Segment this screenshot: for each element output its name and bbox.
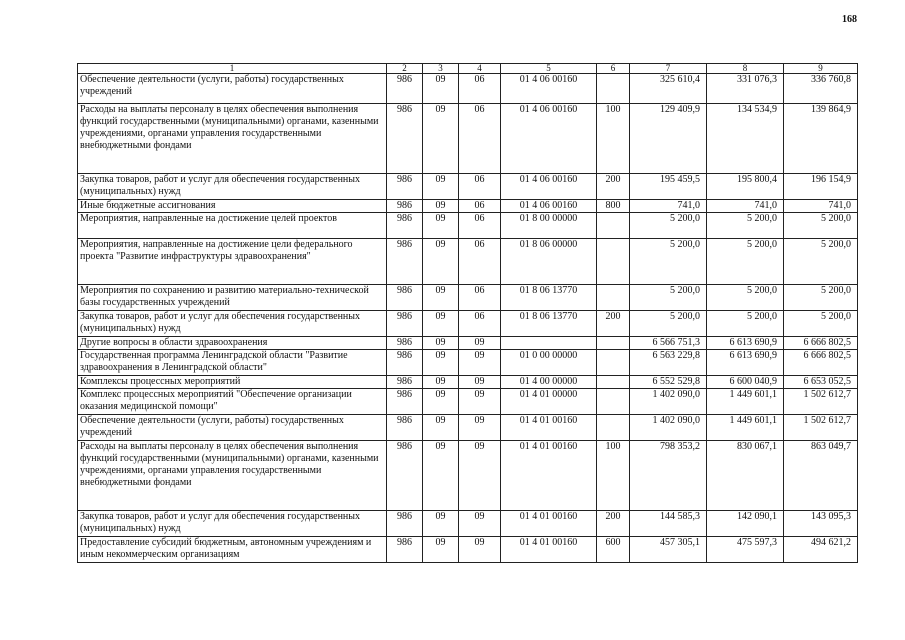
cell-grbs: 986 xyxy=(387,441,423,511)
table-row xyxy=(78,213,858,239)
cell-amount-year1: 6 563 229,8 xyxy=(630,350,707,376)
cell-expense-type: 100 xyxy=(597,104,630,174)
cell-target-article: 01 8 06 00000 xyxy=(501,239,597,285)
header-cell: 9 xyxy=(784,64,858,74)
cell-subsection: 06 xyxy=(459,239,501,285)
row-name: Закупка товаров, работ и услуг для обеспечения государственных (муниципальных) нужд xyxy=(78,311,387,337)
row-name: Расходы на выплаты персоналу в целях обеспечения выполнения функций государственными (муниципальными) органами, казенными учреждениями, органами управления государственными внебюджетными фондами xyxy=(78,441,387,511)
cell-amount-year3: 5 200,0 xyxy=(784,285,858,311)
header-cell: 2 xyxy=(387,64,423,74)
cell-amount-year1: 5 200,0 xyxy=(630,285,707,311)
cell-amount-year2: 134 534,9 xyxy=(707,104,784,174)
table-row xyxy=(78,415,858,441)
cell-section: 09 xyxy=(423,213,459,239)
header-row xyxy=(78,64,858,74)
header-cell: 8 xyxy=(707,64,784,74)
cell-amount-year3: 6 666 802,5 xyxy=(784,350,858,376)
cell-grbs: 986 xyxy=(387,511,423,537)
cell-amount-year2: 6 600 040,9 xyxy=(707,376,784,389)
cell-expense-type xyxy=(597,337,630,350)
cell-section: 09 xyxy=(423,285,459,311)
table-row xyxy=(78,200,858,213)
cell-target-article: 01 4 01 00160 xyxy=(501,511,597,537)
cell-target-article: 01 4 01 00160 xyxy=(501,415,597,441)
cell-amount-year3: 494 621,2 xyxy=(784,537,858,563)
cell-amount-year2: 475 597,3 xyxy=(707,537,784,563)
row-name: Иные бюджетные ассигнования xyxy=(78,200,387,213)
cell-section: 09 xyxy=(423,311,459,337)
cell-section: 09 xyxy=(423,174,459,200)
cell-amount-year3: 1 502 612,7 xyxy=(784,415,858,441)
cell-amount-year3: 863 049,7 xyxy=(784,441,858,511)
cell-subsection: 09 xyxy=(459,511,501,537)
table-row xyxy=(78,174,858,200)
cell-amount-year3: 741,0 xyxy=(784,200,858,213)
row-name: Другие вопросы в области здравоохранения xyxy=(78,337,387,350)
cell-expense-type xyxy=(597,74,630,104)
cell-amount-year1: 6 566 751,3 xyxy=(630,337,707,350)
cell-amount-year3: 1 502 612,7 xyxy=(784,389,858,415)
cell-section: 09 xyxy=(423,74,459,104)
row-name: Предоставление субсидий бюджетным, автономным учреждениям и иным некоммерческим организациям xyxy=(78,537,387,563)
cell-amount-year2: 1 449 601,1 xyxy=(707,389,784,415)
cell-grbs: 986 xyxy=(387,285,423,311)
cell-grbs: 986 xyxy=(387,74,423,104)
header-cell: 1 xyxy=(78,64,387,74)
cell-grbs: 986 xyxy=(387,213,423,239)
cell-amount-year1: 5 200,0 xyxy=(630,213,707,239)
table-row xyxy=(78,104,858,174)
cell-target-article: 01 4 06 00160 xyxy=(501,74,597,104)
cell-subsection: 09 xyxy=(459,537,501,563)
cell-amount-year1: 457 305,1 xyxy=(630,537,707,563)
row-name: Закупка товаров, работ и услуг для обеспечения государственных (муниципальных) нужд xyxy=(78,511,387,537)
cell-target-article: 01 8 00 00000 xyxy=(501,213,597,239)
cell-amount-year1: 5 200,0 xyxy=(630,239,707,285)
cell-amount-year2: 5 200,0 xyxy=(707,285,784,311)
cell-amount-year1: 798 353,2 xyxy=(630,441,707,511)
cell-expense-type xyxy=(597,389,630,415)
cell-expense-type xyxy=(597,415,630,441)
header-cell: 6 xyxy=(597,64,630,74)
cell-expense-type: 200 xyxy=(597,511,630,537)
cell-target-article xyxy=(501,337,597,350)
cell-subsection: 09 xyxy=(459,389,501,415)
cell-amount-year1: 129 409,9 xyxy=(630,104,707,174)
cell-amount-year3: 6 653 052,5 xyxy=(784,376,858,389)
cell-target-article: 01 4 06 00160 xyxy=(501,174,597,200)
table-row xyxy=(78,337,858,350)
cell-subsection: 09 xyxy=(459,337,501,350)
cell-amount-year2: 5 200,0 xyxy=(707,213,784,239)
cell-section: 09 xyxy=(423,337,459,350)
cell-amount-year3: 143 095,3 xyxy=(784,511,858,537)
cell-amount-year2: 741,0 xyxy=(707,200,784,213)
cell-amount-year2: 195 800,4 xyxy=(707,174,784,200)
cell-subsection: 09 xyxy=(459,376,501,389)
table-row xyxy=(78,239,858,285)
cell-subsection: 09 xyxy=(459,441,501,511)
cell-expense-type: 200 xyxy=(597,311,630,337)
row-name: Расходы на выплаты персоналу в целях обеспечения выполнения функций государственными (муниципальными) органами, казенными учреждениями, органами управления государственными внебюджетными фондами xyxy=(78,104,387,174)
cell-expense-type: 600 xyxy=(597,537,630,563)
cell-amount-year3: 139 864,9 xyxy=(784,104,858,174)
cell-amount-year2: 1 449 601,1 xyxy=(707,415,784,441)
row-name: Обеспечение деятельности (услуги, работы) государственных учреждений xyxy=(78,415,387,441)
cell-amount-year3: 6 666 802,5 xyxy=(784,337,858,350)
cell-section: 09 xyxy=(423,415,459,441)
cell-subsection: 06 xyxy=(459,174,501,200)
cell-expense-type: 800 xyxy=(597,200,630,213)
cell-subsection: 06 xyxy=(459,104,501,174)
header-cell: 4 xyxy=(459,64,501,74)
cell-amount-year2: 5 200,0 xyxy=(707,239,784,285)
cell-grbs: 986 xyxy=(387,376,423,389)
row-name: Обеспечение деятельности (услуги, работы) государственных учреждений xyxy=(78,74,387,104)
cell-subsection: 06 xyxy=(459,74,501,104)
cell-grbs: 986 xyxy=(387,415,423,441)
cell-target-article: 01 8 06 13770 xyxy=(501,311,597,337)
cell-target-article: 01 4 01 00160 xyxy=(501,537,597,563)
table-row xyxy=(78,511,858,537)
table-row xyxy=(78,285,858,311)
cell-subsection: 09 xyxy=(459,415,501,441)
cell-expense-type xyxy=(597,239,630,285)
cell-amount-year3: 5 200,0 xyxy=(784,239,858,285)
cell-amount-year2: 6 613 690,9 xyxy=(707,337,784,350)
cell-grbs: 986 xyxy=(387,350,423,376)
page-number: 168 xyxy=(842,14,857,25)
cell-amount-year1: 741,0 xyxy=(630,200,707,213)
cell-expense-type xyxy=(597,285,630,311)
cell-expense-type xyxy=(597,350,630,376)
cell-target-article: 01 4 01 00000 xyxy=(501,389,597,415)
cell-grbs: 986 xyxy=(387,239,423,285)
cell-amount-year2: 142 090,1 xyxy=(707,511,784,537)
cell-subsection: 06 xyxy=(459,311,501,337)
cell-section: 09 xyxy=(423,239,459,285)
table-row xyxy=(78,389,858,415)
header-cell: 7 xyxy=(630,64,707,74)
cell-amount-year1: 5 200,0 xyxy=(630,311,707,337)
row-name: Комплекс процессных мероприятий "Обеспечение организации оказания медицинской помощи" xyxy=(78,389,387,415)
cell-grbs: 986 xyxy=(387,311,423,337)
cell-subsection: 09 xyxy=(459,350,501,376)
cell-amount-year1: 1 402 090,0 xyxy=(630,415,707,441)
cell-section: 09 xyxy=(423,389,459,415)
cell-subsection: 06 xyxy=(459,213,501,239)
row-name: Комплексы процессных мероприятий xyxy=(78,376,387,389)
table-row xyxy=(78,537,858,563)
cell-amount-year1: 325 610,4 xyxy=(630,74,707,104)
header-cell: 5 xyxy=(501,64,597,74)
table-row xyxy=(78,350,858,376)
cell-section: 09 xyxy=(423,350,459,376)
cell-section: 09 xyxy=(423,511,459,537)
cell-amount-year2: 6 613 690,9 xyxy=(707,350,784,376)
row-name: Мероприятия, направленные на достижение целей проектов xyxy=(78,213,387,239)
cell-amount-year1: 1 402 090,0 xyxy=(630,389,707,415)
cell-target-article: 01 0 00 00000 xyxy=(501,350,597,376)
cell-target-article: 01 4 06 00160 xyxy=(501,104,597,174)
budget-table xyxy=(77,63,858,563)
header-cell: 3 xyxy=(423,64,459,74)
cell-section: 09 xyxy=(423,376,459,389)
cell-section: 09 xyxy=(423,537,459,563)
cell-grbs: 986 xyxy=(387,337,423,350)
row-name: Мероприятия, направленные на достижение цели федерального проекта "Развитие инфраструктуры здравоохранения" xyxy=(78,239,387,285)
cell-amount-year2: 331 076,3 xyxy=(707,74,784,104)
cell-grbs: 986 xyxy=(387,537,423,563)
cell-section: 09 xyxy=(423,104,459,174)
cell-target-article: 01 4 06 00160 xyxy=(501,200,597,213)
table-row xyxy=(78,311,858,337)
cell-amount-year1: 144 585,3 xyxy=(630,511,707,537)
cell-section: 09 xyxy=(423,200,459,213)
cell-subsection: 06 xyxy=(459,200,501,213)
cell-amount-year3: 5 200,0 xyxy=(784,311,858,337)
cell-expense-type xyxy=(597,213,630,239)
cell-target-article: 01 8 06 13770 xyxy=(501,285,597,311)
cell-expense-type: 200 xyxy=(597,174,630,200)
table-row xyxy=(78,376,858,389)
cell-amount-year3: 336 760,8 xyxy=(784,74,858,104)
cell-expense-type: 100 xyxy=(597,441,630,511)
cell-grbs: 986 xyxy=(387,389,423,415)
cell-amount-year2: 830 067,1 xyxy=(707,441,784,511)
row-name: Государственная программа Ленинградской области "Развитие здравоохранения в Ленинградской области" xyxy=(78,350,387,376)
cell-subsection: 06 xyxy=(459,285,501,311)
row-name: Мероприятия по сохранению и развитию материально-технической базы государственных учреждений xyxy=(78,285,387,311)
table-row xyxy=(78,74,858,104)
cell-expense-type xyxy=(597,376,630,389)
cell-amount-year3: 196 154,9 xyxy=(784,174,858,200)
row-name: Закупка товаров, работ и услуг для обеспечения государственных (муниципальных) нужд xyxy=(78,174,387,200)
cell-target-article: 01 4 01 00160 xyxy=(501,441,597,511)
table-row xyxy=(78,441,858,511)
cell-amount-year2: 5 200,0 xyxy=(707,311,784,337)
cell-target-article: 01 4 00 00000 xyxy=(501,376,597,389)
cell-amount-year1: 195 459,5 xyxy=(630,174,707,200)
cell-grbs: 986 xyxy=(387,104,423,174)
cell-grbs: 986 xyxy=(387,174,423,200)
cell-grbs: 986 xyxy=(387,200,423,213)
cell-amount-year3: 5 200,0 xyxy=(784,213,858,239)
cell-amount-year1: 6 552 529,8 xyxy=(630,376,707,389)
cell-section: 09 xyxy=(423,441,459,511)
